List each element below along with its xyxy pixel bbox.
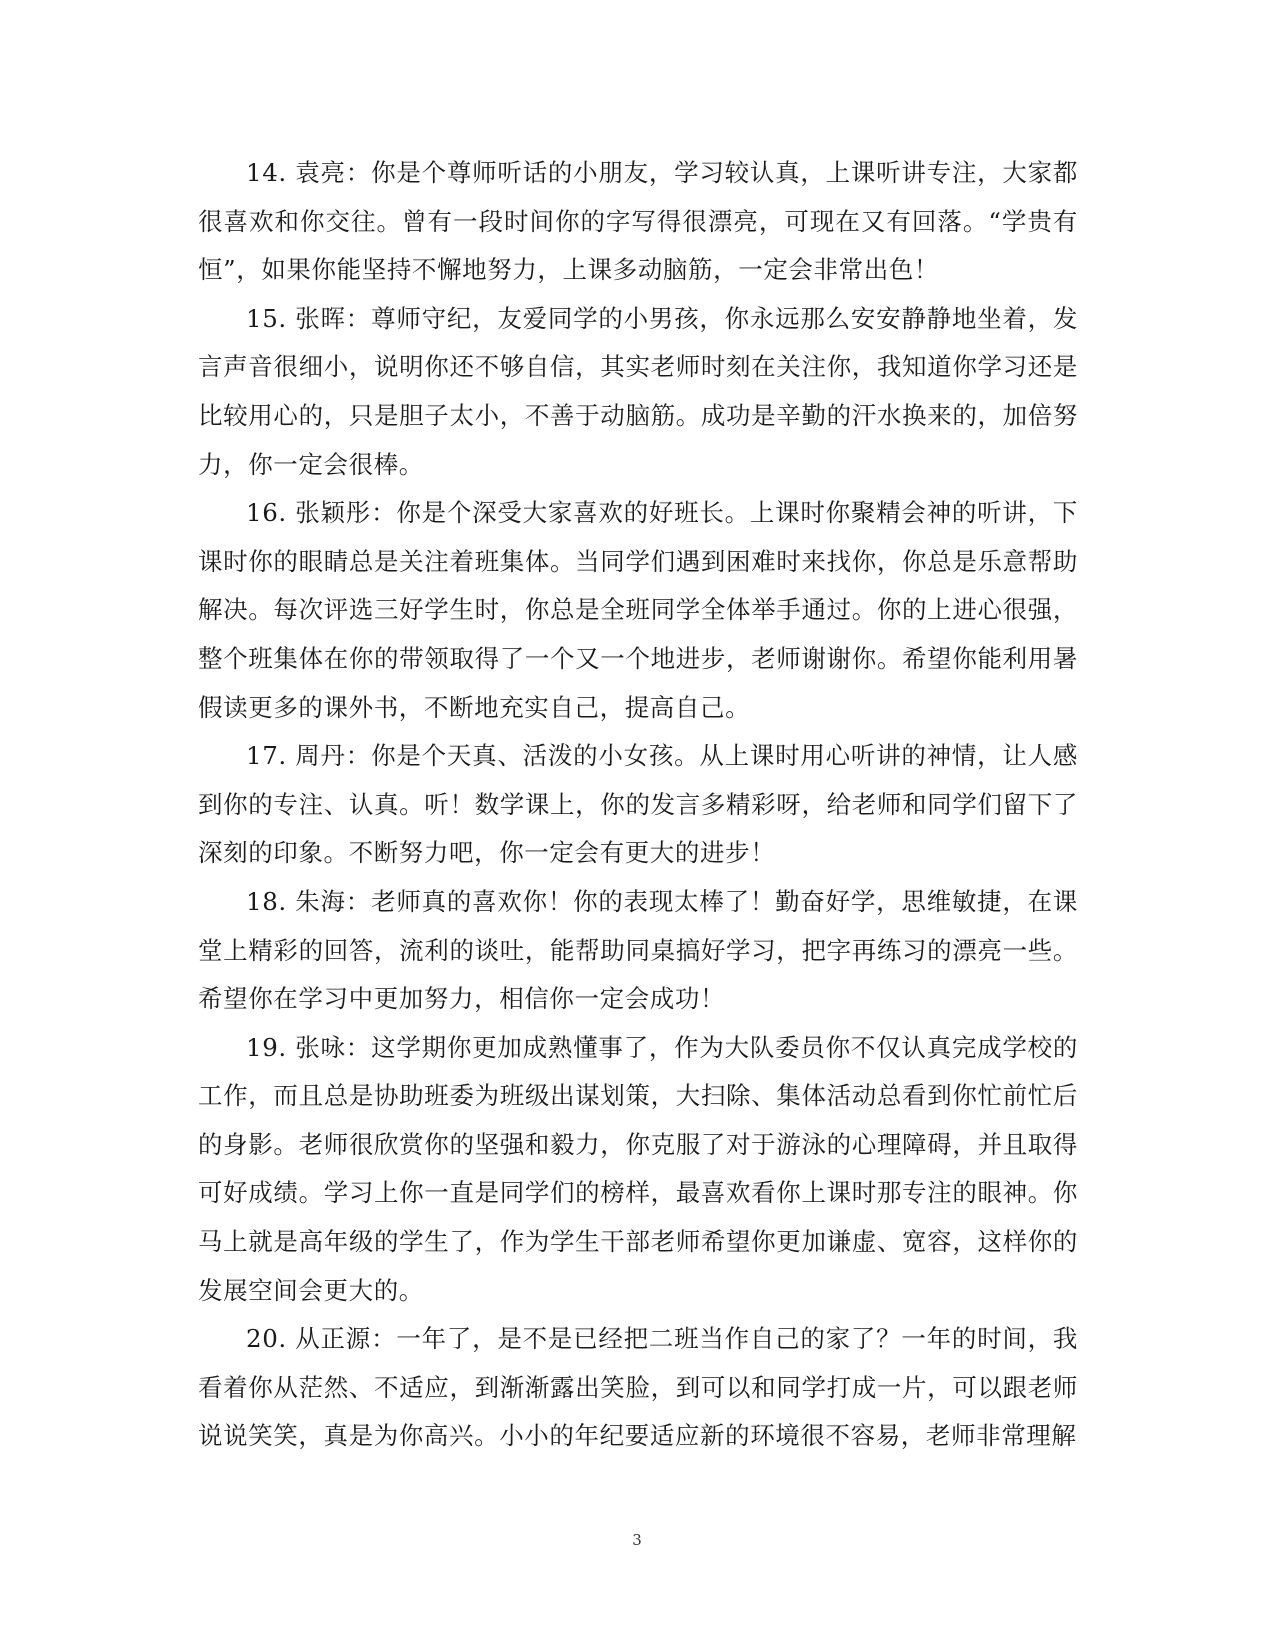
comment-paragraph-14: 14. 袁亮：你是个尊师听话的小朋友，学习较认真，上课听讲专注，大家都很喜欢和你交往。曾有一段时间你的字写得很漂亮，可现在又有回落。“学贵有恒”，如果你能坚持不懈地努力，上课多动脑筋，一定会非常出色！ [198,158,1078,285]
comment-paragraph-16: 16. 张颖彤：你是个深受大家喜欢的好班长。上课时你聚精会神的听讲，下课时你的眼睛总是关注着班集体。当同学们遇到困难时来找你，你总是乐意帮助解决。每次评选三好学生时，你总是全班同学全体举手通过。你的上进心很强，整个班集体在你的带领取得了一个又一个地进步，老师谢谢你。希望你能利用暑假读更多的课外书，不断地充实自己，提高自己。 [198,498,1078,722]
comment-paragraph-17: 17. 周丹：你是个天真、活泼的小女孩。从上课时用心听讲的神情，让人感到你的专注、认真。听！数学课上，你的发言多精彩呀，给老师和同学们留下了深刻的印象。不断努力吧，你一定会有更大的进步！ [198,741,1078,868]
page-number: 3 [632,1531,642,1549]
comment-paragraph-18: 18. 朱海：老师真的喜欢你！你的表现太棒了！勤奋好学，思维敏捷，在课堂上精彩的回答，流利的谈吐，能帮助同桌搞好学习，把字再练习的漂亮一些。希望你在学习中更加努力，相信你一定会成功！ [198,886,1078,1014]
comment-paragraph-20: 20. 从正源：一年了，是不是已经把二班当作自己的家了？一年的时间，我看着你从茫然、不适应，到渐渐露出笑脸，到可以和同学打成一片，可以跟老师说说笑笑，真是为你高兴。小小的年纪要适应新的环境很不容易，老师非常理解 [198,1324,1078,1451]
comment-paragraph-15: 15. 张晖：尊师守纪，友爱同学的小男孩，你永远那么安安静静地坐着，发言声音很细小，说明你还不够自信，其实老师时刻在关注你，我知道你学习还是比较用心的，只是胆子太小，不善于动脑筋。成功是辛勤的汗水换来的，加倍努力，你一定会很棒。 [198,303,1078,479]
comment-paragraph-19: 19. 张咏：这学期你更加成熟懂事了，作为大队委员你不仅认真完成学校的工作，而且总是协助班委为班级出谋划策，大扫除、集体活动总看到你忙前忙后的身影。老师很欣赏你的坚强和毅力，你克服了对于游泳的心理障碍，并且取得可好成绩。学习上你一直是同学们的榜样，最喜欢看你上课时那专注的眼神。你马上就是高年级的学生了，作为学生干部老师希望你更加谦虚、宽容，这样你的发展空间会更大的。 [198,1032,1078,1305]
document-body [198,149,1078,1461]
